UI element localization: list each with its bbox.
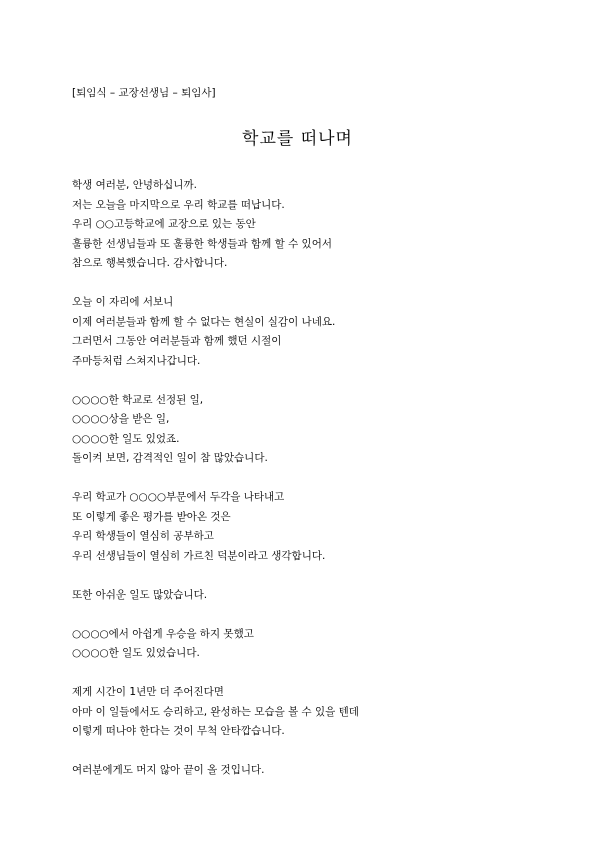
text-line: 이제 여러분들과 함께 할 수 없다는 현실이 실감이 나네요. (72, 315, 336, 328)
paragraph (72, 488, 542, 566)
text-line: 그러면서 그동안 여러분들과 함께 했던 시절이 (72, 335, 282, 347)
paragraph (72, 586, 542, 606)
text-line: ○○○○한 일도 있었죠. (72, 432, 180, 445)
text-line: 제게 시간이 1년만 더 주어진다면 (72, 686, 224, 698)
paragraph (72, 176, 542, 274)
text-line: 참으로 행복했습니다. 감사합니다. (72, 257, 228, 269)
text-line: 우리 선생님들이 열심히 가르친 덕분이라고 생각합니다. (72, 549, 326, 562)
text-line: 우리 학생들이 열심히 공부하고 (72, 530, 214, 542)
paragraph (72, 761, 542, 781)
text-line: ○○○○상을 받은 일, (72, 413, 170, 425)
text-line: 훌륭한 선생님들과 또 훌륭한 학생들과 함께 할 수 있어서 (72, 237, 332, 250)
text-line: ○○○○한 일도 있었습니다. (72, 647, 200, 659)
paragraph (72, 391, 542, 469)
text-line: 우리 ○○고등학교에 교장으로 있는 동안 (72, 218, 256, 230)
text-line: 이렇게 떠나야 한다는 것이 무척 안타깝습니다. (72, 725, 285, 737)
speech-body (72, 176, 542, 800)
document-title: 학교를 떠나며 (242, 129, 353, 149)
text-line: 또 이렇게 좋은 평가를 받아온 것은 (72, 510, 231, 523)
text-line: ○○○○에서 아쉽게 우승을 하지 못했고 (72, 627, 254, 640)
text-line: 학생 여러분, 안녕하십니까. (72, 179, 197, 191)
text-line: 오늘 이 자리에 서보니 (72, 296, 174, 308)
text-line: 주마등처럼 스쳐지나갑니다. (72, 354, 201, 367)
text-line: 우리 학교가 ○○○○부문에서 두각을 나타내고 (72, 491, 285, 503)
text-line: 또한 아쉬운 일도 많았습니다. (72, 588, 208, 601)
text-line: 여러분에게도 머지 않아 끝이 올 것입니다. (72, 764, 265, 776)
document-header: [퇴임식 – 교장선생님 – 퇴임사] (72, 87, 216, 99)
paragraph (72, 683, 542, 742)
text-line: ○○○○한 학교로 선정된 일, (72, 393, 204, 406)
paragraph (72, 625, 542, 664)
paragraph (72, 293, 542, 371)
text-line: 저는 오늘을 마지막으로 우리 학교를 떠납니다. (72, 198, 285, 211)
text-line: 돌이켜 보면, 감격적인 일이 참 많았습니다. (72, 452, 268, 464)
text-line: 아마 이 일들에서도 승리하고, 완성하는 모습을 볼 수 있을 텐데 (72, 705, 359, 718)
